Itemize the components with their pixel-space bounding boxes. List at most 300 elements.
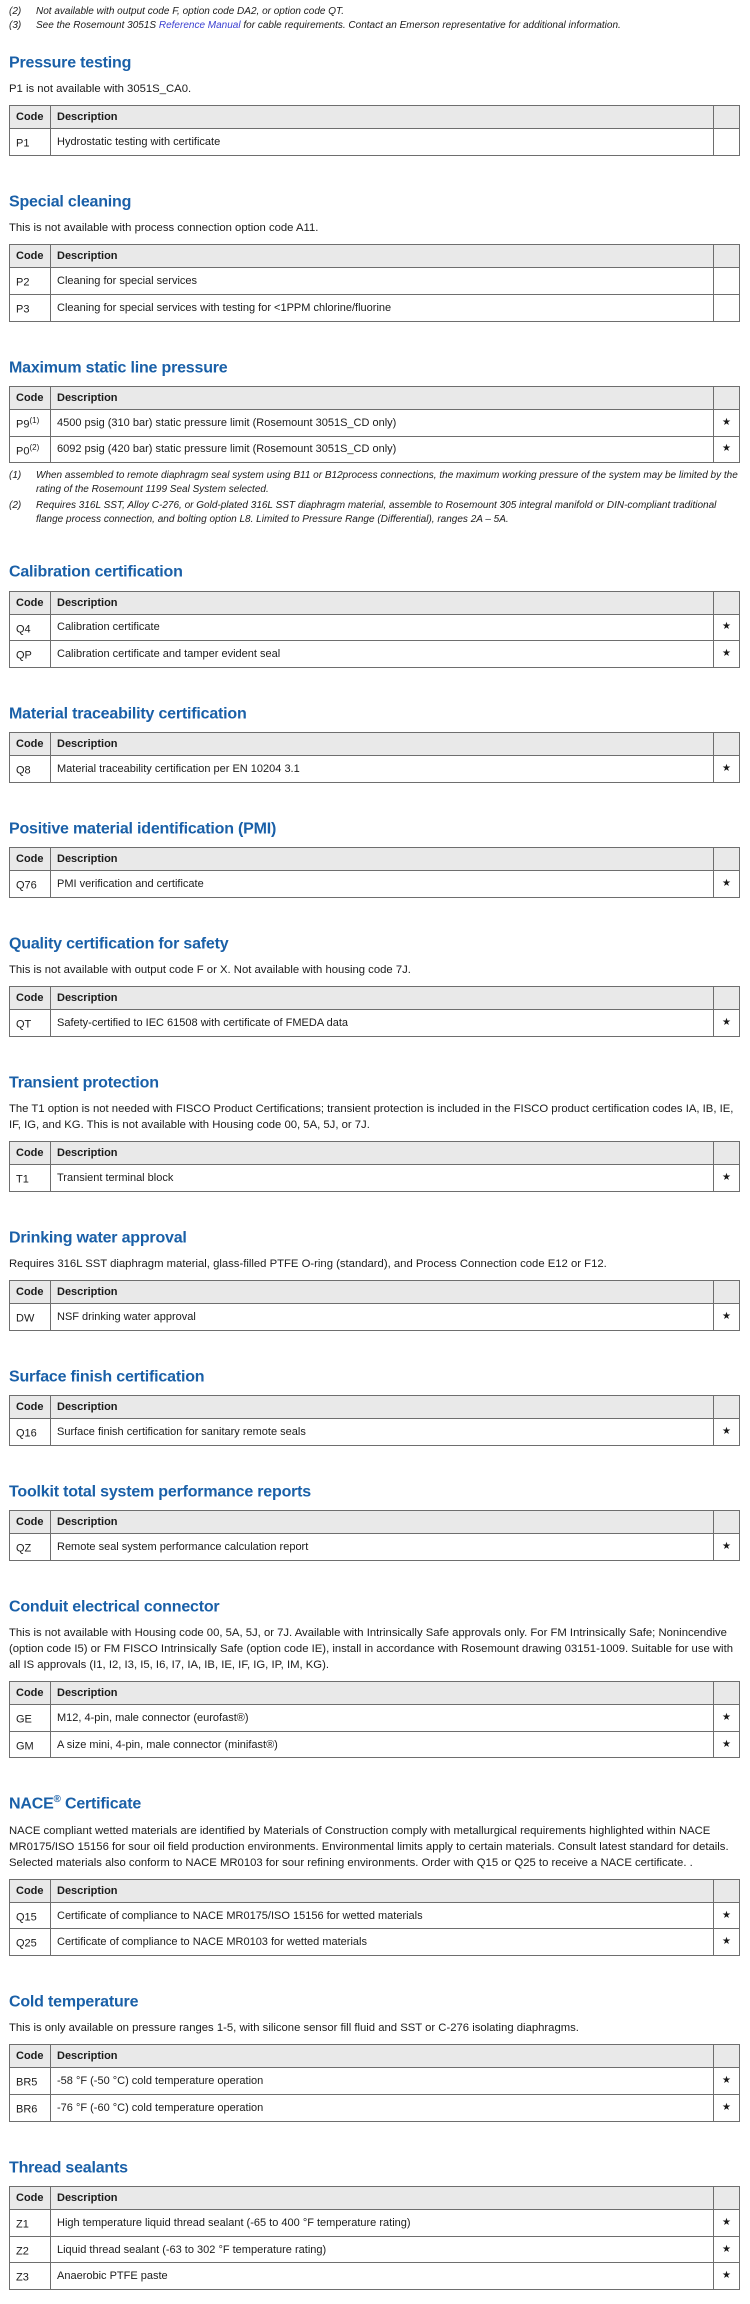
- star-cell: [714, 2095, 740, 2122]
- star-icon: ★: [722, 1540, 731, 1552]
- description-column-header: Description: [51, 733, 714, 756]
- code-cell: [10, 1419, 51, 1446]
- section-heading-text: Surface finish certification: [9, 1368, 205, 1386]
- option-code: P3: [16, 303, 30, 316]
- table-row: [10, 268, 740, 295]
- code-column-header: Code: [10, 2187, 51, 2210]
- description-cell: Cleaning for special services with testing for <1PPM chlorine/fluorine: [51, 294, 714, 321]
- description-cell: Surface finish certification for sanitary remote seals: [51, 1419, 714, 1446]
- star-column-header: [714, 848, 740, 871]
- section-nace-certificate: [9, 1790, 740, 1956]
- star-icon: ★: [722, 1936, 731, 1948]
- option-table: [9, 1510, 740, 1561]
- section-notes: [9, 962, 740, 978]
- section-heading-text: Calibration certification: [9, 563, 183, 581]
- star-cell: [714, 756, 740, 783]
- section-notes: [9, 220, 740, 236]
- section-notes: [9, 1101, 740, 1133]
- option-table: [9, 591, 740, 668]
- section-notes: [9, 1823, 740, 1871]
- section-heading: [9, 1593, 740, 1617]
- option-code: Q16: [16, 1427, 37, 1440]
- table-header-row: [10, 1142, 740, 1165]
- star-cell: [714, 1929, 740, 1956]
- section-material-traceability-certification: [9, 700, 740, 783]
- star-column-header: [714, 1511, 740, 1534]
- description-column-header: Description: [51, 386, 714, 409]
- star-icon: ★: [722, 878, 731, 890]
- page-footnotes: [9, 5, 740, 32]
- section-heading: [9, 1478, 740, 1502]
- section-thread-sealants: [9, 2154, 740, 2290]
- section-heading: [9, 1363, 740, 1387]
- description-cell: Anaerobic PTFE paste: [51, 2263, 714, 2290]
- table-body: [10, 2068, 740, 2121]
- code-cell: [10, 1304, 51, 1331]
- footnote-text-post: for cable requirements. Contact an Emerson representative for additional information.: [240, 19, 621, 31]
- section-note: This is only available on pressure ranges 1-5, with silicone sensor fill fluid and SST or C-276 isolating diaphragms.: [9, 2022, 579, 2035]
- section-special-cleaning: [9, 188, 740, 322]
- star-column-header: [714, 2045, 740, 2068]
- code-cell: [10, 1705, 51, 1732]
- star-icon: ★: [722, 763, 731, 775]
- description-cell: 6092 psig (420 bar) static pressure limit (Rosemount 3051S_CD only): [51, 436, 714, 463]
- code-cell: [10, 2095, 51, 2122]
- footnote-number: (1): [9, 470, 22, 482]
- code-cell: [10, 1010, 51, 1037]
- footnote-number: (2): [9, 500, 22, 512]
- description-cell: Transient terminal block: [51, 1165, 714, 1192]
- code-cell: [10, 1165, 51, 1192]
- table-row: [10, 1304, 740, 1331]
- description-cell: M12, 4-pin, male connector (eurofast®): [51, 1705, 714, 1732]
- option-code: BR5: [16, 2077, 38, 2090]
- section-heading-text: Transient protection: [9, 1074, 159, 1092]
- table-body: [10, 1902, 740, 1955]
- star-column-header: [714, 106, 740, 129]
- table-row: [10, 2263, 740, 2290]
- star-cell: [714, 294, 740, 321]
- table-header-row: [10, 987, 740, 1010]
- footnote: [9, 499, 740, 526]
- section-pressure-testing: [9, 49, 740, 156]
- section-heading: [9, 700, 740, 724]
- section-heading-text-post: Certificate: [60, 1795, 142, 1813]
- description-column-header: Description: [51, 1396, 714, 1419]
- section-heading-text: Pressure testing: [9, 54, 132, 72]
- table-header-row: [10, 1879, 740, 1902]
- code-column-header: Code: [10, 386, 51, 409]
- table-row: [10, 756, 740, 783]
- footnote-text: [36, 5, 740, 19]
- table-row: [10, 1419, 740, 1446]
- section-transient-protection: [9, 1069, 740, 1192]
- section-note: The T1 option is not needed with FISCO Product Certifications; transient protection is included in the FISCO product certification codes IA, IB, IE, IF, IG, and KG. This is not available with Housing code 00, 5A, 5J, or 7J.: [9, 1103, 734, 1132]
- description-cell: Hydrostatic testing with certificate: [51, 129, 714, 156]
- registered-trademark-sup: ®: [53, 1794, 61, 1806]
- table-body: [10, 756, 740, 783]
- star-icon: ★: [722, 1311, 731, 1322]
- section-notes: [9, 2020, 740, 2036]
- star-cell: [714, 614, 740, 641]
- section-heading: [9, 1790, 740, 1814]
- code-column-header: Code: [10, 2045, 51, 2068]
- description-cell: Cleaning for special services: [51, 268, 714, 295]
- table-header-row: [10, 106, 740, 129]
- footnote-text-pre: See the Rosemount 3051S: [36, 19, 159, 31]
- table-body: [10, 1010, 740, 1037]
- section-quality-certification-for-safety: [9, 930, 740, 1037]
- table-row: [10, 1929, 740, 1956]
- description-column-header: Description: [51, 591, 714, 614]
- table-body: [10, 871, 740, 898]
- code-cell: [10, 2236, 51, 2263]
- section-heading-text: Toolkit total system performance reports: [9, 1483, 312, 1501]
- code-cell: [10, 268, 51, 295]
- code-cell: [10, 294, 51, 321]
- code-column-header: Code: [10, 1142, 51, 1165]
- star-icon: ★: [722, 443, 731, 455]
- table-header-row: [10, 1281, 740, 1304]
- section-heading-text: Cold temperature: [9, 1993, 139, 2011]
- table-row: [10, 1534, 740, 1561]
- star-column-header: [714, 1281, 740, 1304]
- table-footnotes: [9, 469, 740, 526]
- option-code: QT: [16, 1018, 32, 1031]
- section-heading-text: Drinking water approval: [9, 1229, 187, 1247]
- code-cell: [10, 409, 51, 436]
- option-table: [9, 847, 740, 898]
- star-cell: [714, 268, 740, 295]
- section-heading: [9, 188, 740, 212]
- section-positive-material-identification: [9, 815, 740, 898]
- option-code: Z1: [16, 2218, 29, 2231]
- table-row: [10, 871, 740, 898]
- footnote: [9, 19, 740, 33]
- description-column-header: Description: [51, 1511, 714, 1534]
- star-icon: ★: [722, 1017, 731, 1029]
- star-icon: ★: [722, 2243, 731, 2255]
- description-cell: A size mini, 4-pin, male connector (minifast®): [51, 1731, 714, 1758]
- footnote-number: (3): [9, 19, 22, 31]
- option-table: [9, 2044, 740, 2121]
- star-cell: [714, 1902, 740, 1929]
- section-note: This is not available with output code F or X. Not available with housing code 7J.: [9, 964, 411, 977]
- star-icon: ★: [722, 648, 731, 660]
- code-footnote-sup: (1): [29, 415, 40, 425]
- section-heading: [9, 1069, 740, 1093]
- table-header-row: [10, 591, 740, 614]
- code-column-header: Code: [10, 106, 51, 129]
- table-header-row: [10, 1396, 740, 1419]
- section-notes: [9, 1256, 740, 1272]
- table-row: [10, 1165, 740, 1192]
- option-code: P1: [16, 137, 30, 150]
- description-cell: PMI verification and certificate: [51, 871, 714, 898]
- star-cell: [714, 871, 740, 898]
- description-column-header: Description: [51, 245, 714, 268]
- description-column-header: Description: [51, 1142, 714, 1165]
- option-table: [9, 2186, 740, 2290]
- code-cell: [10, 2263, 51, 2290]
- option-table: [9, 1280, 740, 1331]
- code-column-header: Code: [10, 1511, 51, 1534]
- section-cold-temperature: [9, 1988, 740, 2122]
- description-cell: High temperature liquid thread sealant (-65 to 400 °F temperature rating): [51, 2210, 714, 2237]
- table-row: [10, 436, 740, 463]
- description-column-header: Description: [51, 106, 714, 129]
- table-header-row: [10, 1511, 740, 1534]
- code-column-header: Code: [10, 733, 51, 756]
- table-row: [10, 2068, 740, 2095]
- star-column-header: [714, 2187, 740, 2210]
- code-cell: [10, 2068, 51, 2095]
- section-heading: [9, 558, 740, 582]
- star-column-header: [714, 1142, 740, 1165]
- option-code: Q25: [16, 1938, 37, 1951]
- option-code: P0: [16, 445, 30, 458]
- code-column-header: Code: [10, 1396, 51, 1419]
- option-code: Q4: [16, 623, 31, 636]
- option-code: Z3: [16, 2272, 29, 2285]
- star-column-header: [714, 1396, 740, 1419]
- code-cell: [10, 2210, 51, 2237]
- footnote: [9, 5, 740, 19]
- table-row: [10, 129, 740, 156]
- table-row: [10, 2236, 740, 2263]
- star-column-header: [714, 987, 740, 1010]
- section-notes: [9, 81, 740, 97]
- table-body: [10, 614, 740, 667]
- section-heading-text: Conduit electrical connector: [9, 1598, 220, 1616]
- option-code: Z2: [16, 2245, 29, 2258]
- option-table: [9, 1879, 740, 1956]
- section-heading-text: Material traceability certification: [9, 705, 247, 723]
- star-cell: [714, 2263, 740, 2290]
- section-maximum-static-line-pressure: [9, 354, 740, 527]
- code-column-header: Code: [10, 1879, 51, 1902]
- table-header-row: [10, 733, 740, 756]
- description-cell: Safety-certified to IEC 61508 with certificate of FMEDA data: [51, 1010, 714, 1037]
- description-cell: NSF drinking water approval: [51, 1304, 714, 1331]
- option-table: [9, 1395, 740, 1446]
- code-cell: [10, 436, 51, 463]
- code-column-header: Code: [10, 987, 51, 1010]
- star-icon: ★: [722, 416, 731, 428]
- star-cell: [714, 1304, 740, 1331]
- option-table: [9, 986, 740, 1037]
- table-row: [10, 641, 740, 668]
- table-row: [10, 2095, 740, 2122]
- table-body: [10, 129, 740, 156]
- table-header-row: [10, 245, 740, 268]
- option-code: GM: [16, 1740, 34, 1753]
- code-cell: [10, 1534, 51, 1561]
- description-cell: Certificate of compliance to NACE MR0103 for wetted materials: [51, 1929, 714, 1956]
- section-toolkit-total-system-performance-reports: [9, 1478, 740, 1561]
- footnote-text-pre: When assembled to remote diaphragm seal system using B11 or B12process connections, the maximum working pressure of the system may be limited by the rating of the Rosemount 1199 Seal System selected.: [36, 470, 738, 495]
- table-body: [10, 1705, 740, 1758]
- option-table: [9, 244, 740, 321]
- option-table: [9, 386, 740, 463]
- option-code: BR6: [16, 2103, 38, 2116]
- star-cell: [714, 2210, 740, 2237]
- table-body: [10, 409, 740, 462]
- code-cell: [10, 129, 51, 156]
- footnote-number: (2): [9, 6, 22, 17]
- description-column-header: Description: [51, 987, 714, 1010]
- star-cell: [714, 1731, 740, 1758]
- table-row: [10, 409, 740, 436]
- description-column-header: Description: [51, 1281, 714, 1304]
- section-note: This is not available with process connection option code A11.: [9, 222, 319, 235]
- description-column-header: Description: [51, 1682, 714, 1705]
- code-column-header: Code: [10, 1281, 51, 1304]
- star-icon: ★: [722, 2101, 731, 2113]
- code-cell: [10, 756, 51, 783]
- code-cell: [10, 871, 51, 898]
- table-header-row: [10, 848, 740, 871]
- table-row: [10, 1010, 740, 1037]
- option-code: P9: [16, 418, 30, 431]
- table-body: [10, 2210, 740, 2290]
- star-cell: [714, 409, 740, 436]
- star-icon: ★: [722, 1738, 731, 1750]
- table-row: [10, 1705, 740, 1732]
- table-row: [10, 1731, 740, 1758]
- table-header-row: [10, 386, 740, 409]
- star-cell: [714, 1534, 740, 1561]
- section-heading-text: Special cleaning: [9, 193, 132, 211]
- star-icon: ★: [722, 2075, 731, 2087]
- section-notes: [9, 1625, 740, 1673]
- section-note: Requires 316L SST diaphragm material, glass-filled PTFE O-ring (standard), and Process Connection code E12 or F12.: [9, 1258, 607, 1271]
- star-icon: ★: [722, 2270, 731, 2282]
- description-cell: Calibration certificate: [51, 614, 714, 641]
- table-header-row: [10, 2187, 740, 2210]
- table-header-row: [10, 2045, 740, 2068]
- code-cell: [10, 1902, 51, 1929]
- star-cell: [714, 129, 740, 156]
- option-code: Q8: [16, 764, 31, 777]
- section-note: P1 is not available with 3051S_CA0.: [9, 83, 192, 96]
- star-cell: [714, 1165, 740, 1192]
- option-table: [9, 1141, 740, 1192]
- section-heading: [9, 1988, 740, 2012]
- option-code: T1: [16, 1173, 29, 1186]
- section-heading: [9, 1224, 740, 1248]
- code-column-header: Code: [10, 1682, 51, 1705]
- table-row: [10, 1902, 740, 1929]
- footnote-text: [36, 469, 740, 496]
- star-icon: ★: [722, 621, 731, 633]
- footnote-text: [36, 19, 740, 33]
- section-heading-text: Thread sealants: [9, 2159, 128, 2177]
- table-body: [10, 1534, 740, 1561]
- option-code: GE: [16, 1713, 32, 1726]
- section-heading-text: Positive material identification (PMI): [9, 820, 277, 838]
- star-column-header: [714, 386, 740, 409]
- option-code: DW: [16, 1312, 35, 1325]
- section-heading: [9, 354, 740, 378]
- star-cell: [714, 1010, 740, 1037]
- description-cell: Certificate of compliance to NACE MR0175/ISO 15156 for wetted materials: [51, 1902, 714, 1929]
- table-body: [10, 1419, 740, 1446]
- description-cell: Liquid thread sealant (-63 to 302 °F temperature rating): [51, 2236, 714, 2263]
- description-cell: -58 °F (-50 °C) cold temperature operation: [51, 2068, 714, 2095]
- section-heading: [9, 2154, 740, 2178]
- star-icon: ★: [722, 1425, 731, 1437]
- star-cell: [714, 2068, 740, 2095]
- code-cell: [10, 1929, 51, 1956]
- option-code: Q15: [16, 1911, 37, 1924]
- footnote: [9, 469, 740, 496]
- code-column-header: Code: [10, 245, 51, 268]
- star-icon: ★: [722, 2216, 731, 2228]
- section-heading-text: NACE: [9, 1795, 54, 1813]
- option-table: [9, 1681, 740, 1758]
- footnote-text-pre: Requires 316L SST, Alloy C-276, or Gold-plated 316L SST diaphragm material, assemble to Rosemount 305 integral manifold or DIN-compliant traditional flange process connection, and bolting option L8. Limited to Pressure Range (Differential), ranges 2A – 5A.: [36, 500, 717, 525]
- table-header-row: [10, 1682, 740, 1705]
- description-column-header: Description: [51, 2187, 714, 2210]
- footnote-text-pre: Not available with output code F, option code DA2, or option code QT.: [36, 6, 344, 17]
- code-column-header: Code: [10, 848, 51, 871]
- code-column-header: Code: [10, 591, 51, 614]
- description-column-header: Description: [51, 848, 714, 871]
- description-column-header: Description: [51, 1879, 714, 1902]
- description-cell: 4500 psig (310 bar) static pressure limit (Rosemount 3051S_CD only): [51, 409, 714, 436]
- star-column-header: [714, 245, 740, 268]
- section-surface-finish-certification: [9, 1363, 740, 1446]
- star-cell: [714, 1419, 740, 1446]
- option-table: [9, 105, 740, 156]
- description-cell: Remote seal system performance calculation report: [51, 1534, 714, 1561]
- star-column-header: [714, 1682, 740, 1705]
- option-code: P2: [16, 276, 30, 289]
- table-row: [10, 2210, 740, 2237]
- section-heading: [9, 815, 740, 839]
- star-column-header: [714, 591, 740, 614]
- option-code: QP: [16, 649, 32, 662]
- table-row: [10, 614, 740, 641]
- reference-manual-link[interactable]: Reference Manual: [158, 19, 241, 31]
- star-icon: ★: [722, 1172, 731, 1184]
- section-heading-text: Quality certification for safety: [9, 935, 229, 953]
- star-column-header: [714, 1879, 740, 1902]
- section-note: NACE compliant wetted materials are identified by Materials of Construction comply with metallurgical requirements highlighted within NACE MR0175/ISO 15156 for sour oil field production environments. Environmental limits apply to certain materials. Consult latest standard for details. Selected materials also conform to NACE MR0103 for sour refining environments. Order with Q15 or Q25 to receive a NACE certificate. .: [9, 1824, 729, 1869]
- footnote-text: [36, 499, 740, 526]
- option-code: QZ: [16, 1542, 32, 1555]
- option-table: [9, 732, 740, 783]
- code-cell: [10, 1731, 51, 1758]
- code-cell: [10, 641, 51, 668]
- star-icon: ★: [722, 1909, 731, 1921]
- star-column-header: [714, 733, 740, 756]
- section-note: This is not available with Housing code 00, 5A, 5J, or 7J. Available with Intrinsically Safe approvals only. For FM Intrinsically Safe; Nonincendive (option code I5) or FM FISCO Intrinsically Safe (option code IE), install in accordance with Rosemount drawing 03151-1009. Suitable for use with all IS approvals (I1, I2, I3, I5, I6, I7, IA, IB, IE, IF, IG, IP, IM, KG).: [9, 1627, 733, 1672]
- section-drinking-water-approval: [9, 1224, 740, 1331]
- section-heading: [9, 49, 740, 73]
- section-heading: [9, 930, 740, 954]
- description-column-header: Description: [51, 2045, 714, 2068]
- section-heading-text: Maximum static line pressure: [9, 358, 228, 376]
- description-cell: Material traceability certification per EN 10204 3.1: [51, 756, 714, 783]
- table-body: [10, 1165, 740, 1192]
- code-cell: [10, 614, 51, 641]
- code-footnote-sup: (2): [29, 442, 40, 452]
- star-cell: [714, 641, 740, 668]
- star-cell: [714, 1705, 740, 1732]
- table-body: [10, 268, 740, 321]
